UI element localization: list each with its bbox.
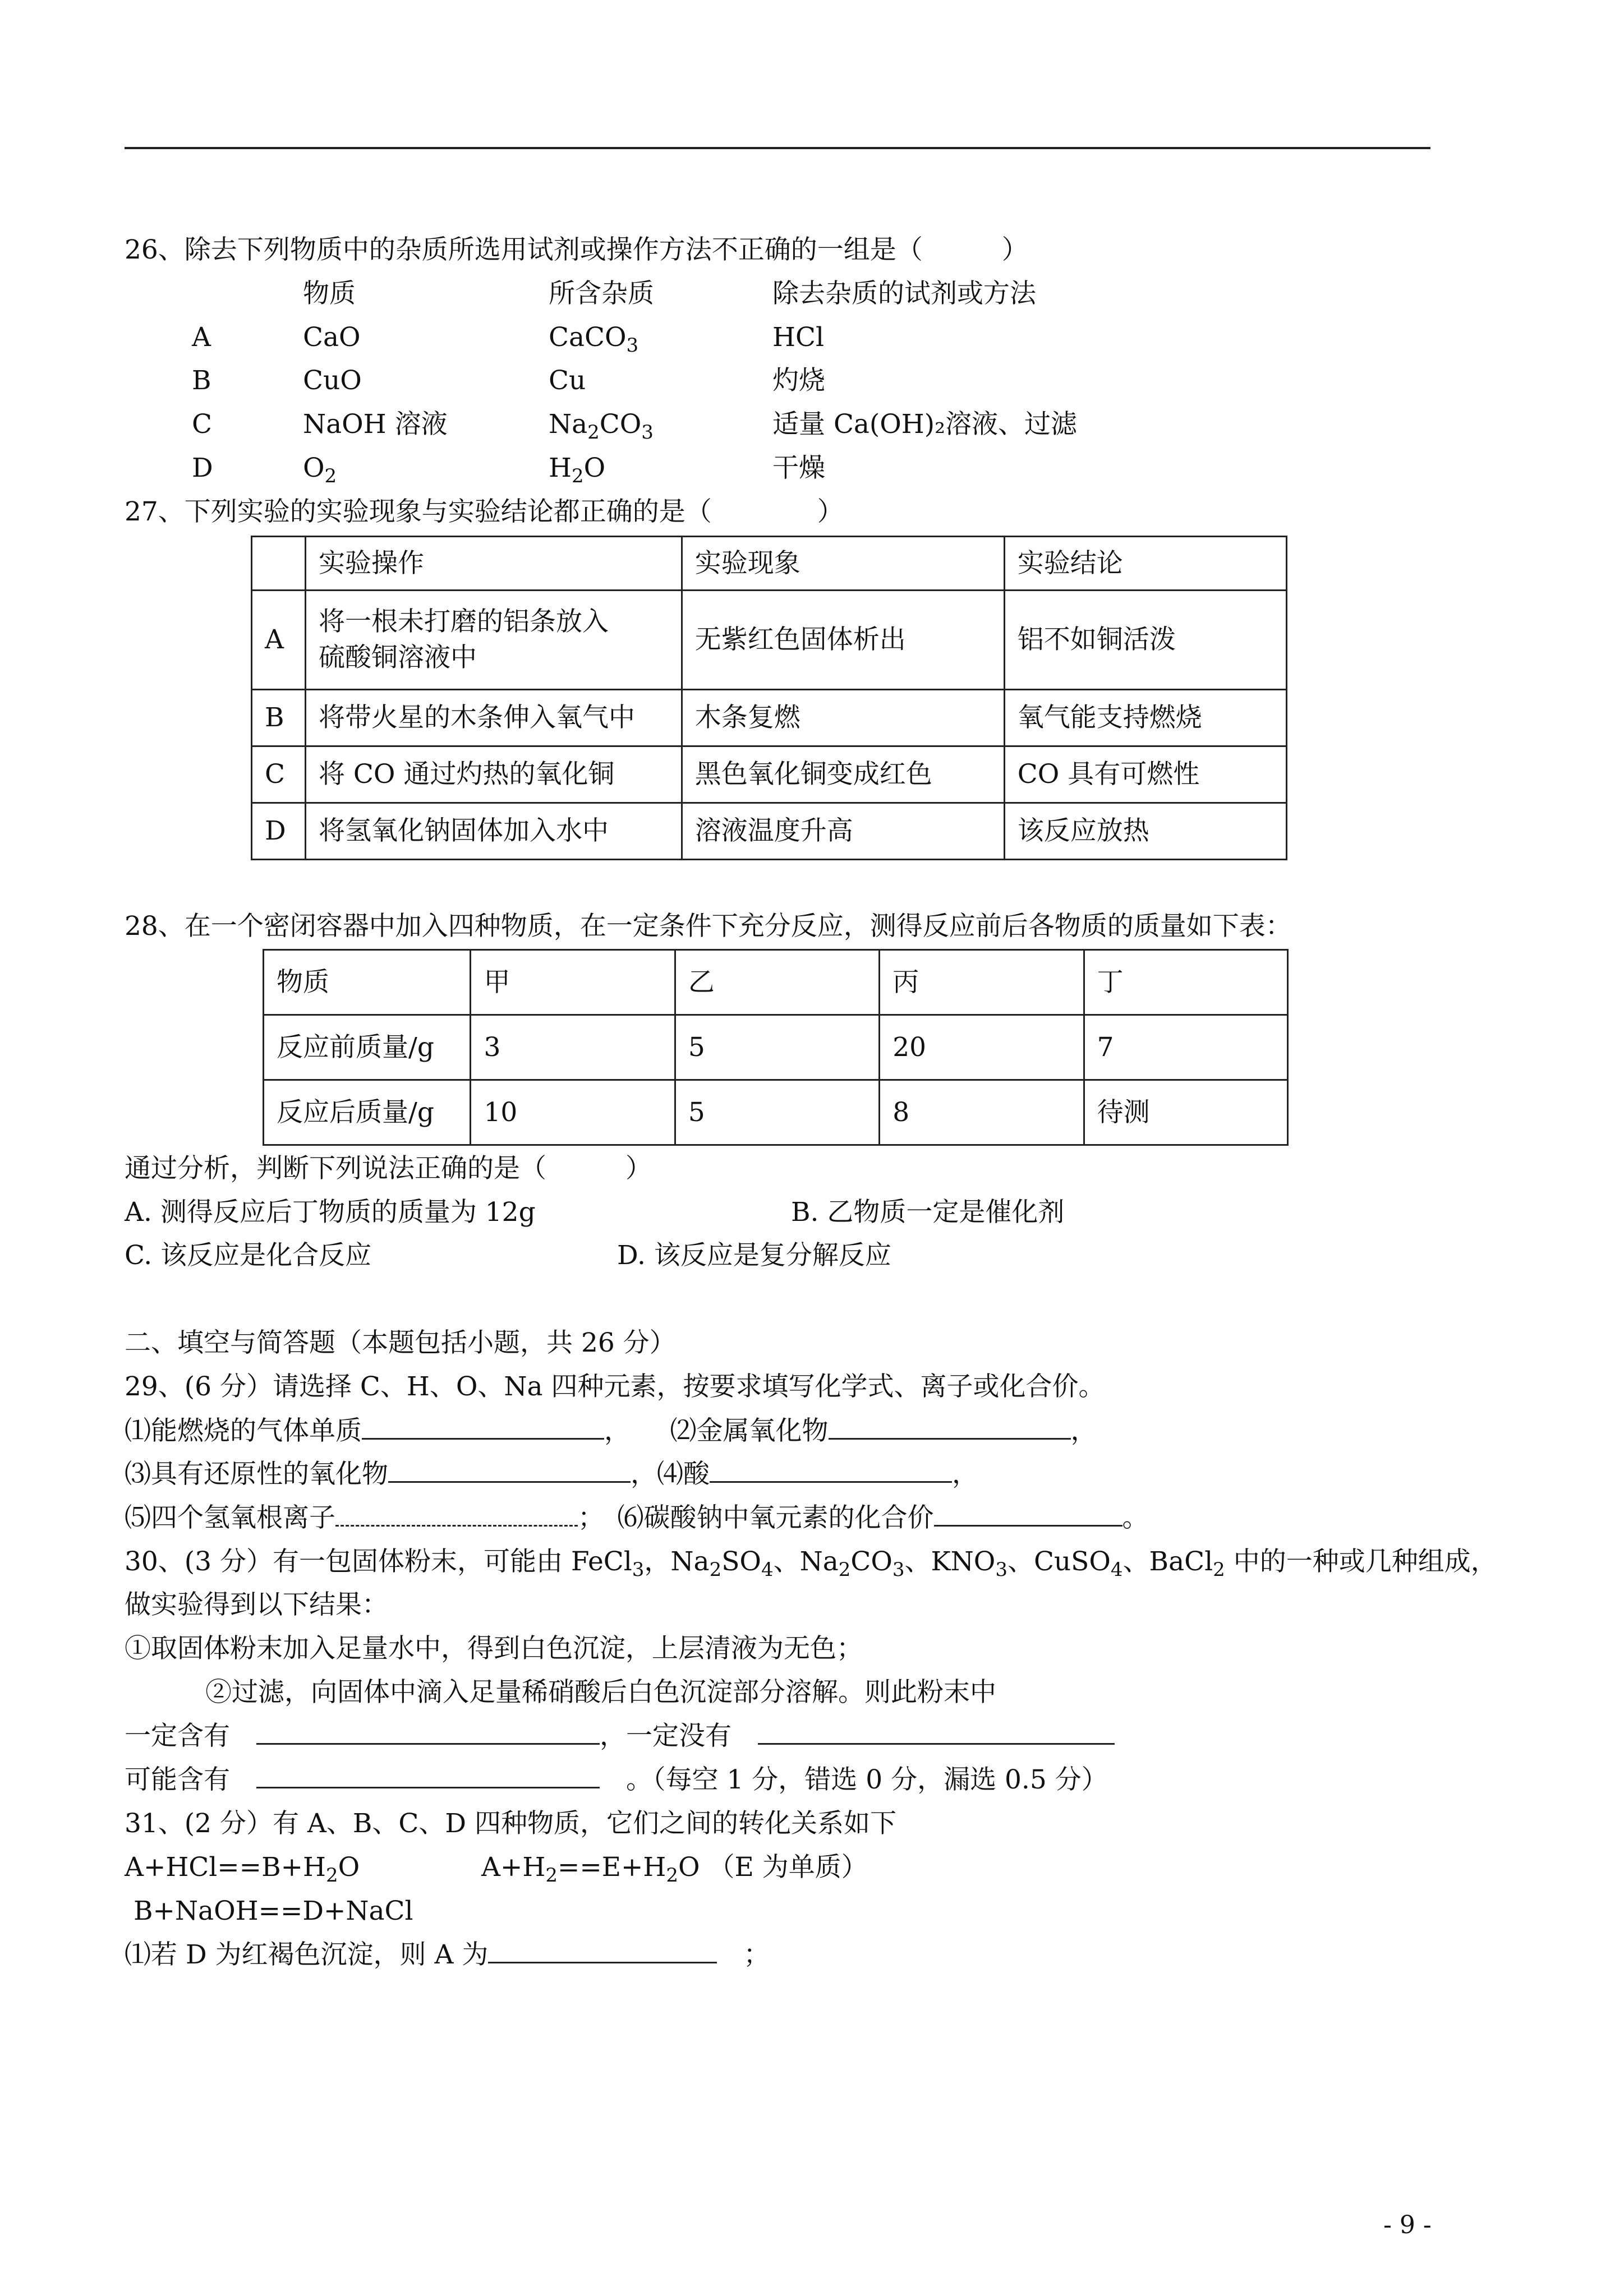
q31-stem: 31、(2 分）有 A、B、C、D 四种物质，它们之间的转化关系如下 <box>125 1808 896 1839</box>
q30-line-must: 一定含有 ，一定没有 <box>125 1718 1115 1754</box>
answer-blank[interactable] <box>335 1500 578 1527</box>
header-rule <box>125 147 1430 149</box>
table-cell: 待测 <box>1084 1080 1287 1145</box>
q26-row-b-substance: CuO <box>303 365 362 396</box>
table-row <box>252 803 1287 860</box>
table-cell: A <box>252 591 306 690</box>
q30-stem: 30、(3 分）有一包固体粉末，可能由 FeCl$_3$，$Na_2SO_4$、$Na_2CO_3$、$KNO_3$、CuSO$_4$、BaCl$_2$ 中的一种或几种组成， <box>125 1546 1497 1581</box>
table-cell: 丙 <box>880 950 1084 1015</box>
table-cell: 实验现象 <box>682 537 1004 591</box>
q26-row-a-label: A <box>192 322 211 353</box>
table-cell: 氧气能支持燃烧 <box>1004 690 1286 746</box>
table-cell: B <box>252 690 306 746</box>
answer-blank[interactable] <box>934 1500 1122 1527</box>
table-cell: 8 <box>880 1080 1084 1145</box>
table-cell: 20 <box>880 1015 1084 1080</box>
table-cell: 将一根未打磨的铝条放入 硫酸铜溶液中 <box>305 591 682 690</box>
answer-blank[interactable] <box>758 1718 1115 1745</box>
answer-blank[interactable] <box>362 1413 604 1440</box>
q30-step2: ②过滤，向固体中滴入足量稀硝酸后白色沉淀部分溶解。则此粉末中 <box>205 1677 996 1708</box>
q30-line-maybe: 可能含有 。（每空 1 分，错选 0 分，漏选 0.5 分） <box>125 1762 1108 1798</box>
q30-step1: ①取固体粉末加入足量水中，得到白色沉淀，上层清液为无色； <box>125 1633 863 1664</box>
q27-table <box>251 536 1287 860</box>
table-cell: 物质 <box>264 950 471 1015</box>
q26-row-c-method: 适量 Ca(OH)₂溶液、过滤 <box>772 409 1077 440</box>
q26-row-c-label: C <box>192 409 212 440</box>
q26-row-c-impurity: $Na_2CO_3$ <box>549 409 654 444</box>
table-cell: 实验结论 <box>1004 537 1286 591</box>
q31-part1: ⑴若 D 为红褐色沉淀，则 A 为 ； <box>125 1937 770 1973</box>
answer-blank[interactable] <box>256 1762 600 1788</box>
table-row <box>264 1080 1288 1145</box>
q28-option-b: B. 乙物质一定是催化剂 <box>791 1197 1065 1228</box>
table-cell: 乙 <box>675 950 879 1015</box>
table-cell: 溶液温度升高 <box>682 803 1004 860</box>
table-row <box>264 1015 1288 1080</box>
q26-row-b-label: B <box>192 365 211 396</box>
table-cell: 铝不如铜活泼 <box>1004 591 1286 690</box>
q26-header-impurity: 所含杂质 <box>549 278 654 309</box>
table-cell: 该反应放热 <box>1004 803 1286 860</box>
table-cell: D <box>252 803 306 860</box>
table-cell: 5 <box>675 1015 879 1080</box>
table-row <box>264 950 1288 1015</box>
table-cell: 将 CO 通过灼热的氧化铜 <box>305 746 682 803</box>
q26-row-d-label: D <box>192 453 213 483</box>
table-cell: 将氢氧化钠固体加入水中 <box>305 803 682 860</box>
q26-row-b-method: 灼烧 <box>772 365 825 396</box>
q29-line1: ⑴能燃烧的气体单质 ， ⑵金属氧化物 ， <box>125 1413 1097 1449</box>
table-cell: C <box>252 746 306 803</box>
q29-line2: ⑶具有还原性的氧化物 ，⑷酸 ， <box>125 1456 978 1492</box>
answer-blank[interactable] <box>829 1413 1071 1440</box>
q26-row-d-substance: $O_2$ <box>303 453 337 487</box>
q29-stem: 29、(6 分）请选择 C、H、O、Na 四种元素，按要求填写化学式、离子或化合价。 <box>125 1371 1105 1402</box>
table-cell: 7 <box>1084 1015 1287 1080</box>
q26-header-method: 除去杂质的试剂或方法 <box>772 278 1036 309</box>
table-cell: 实验操作 <box>305 537 682 591</box>
table-cell: 反应后质量/g <box>264 1080 471 1145</box>
page-number: - 9 - <box>1383 2211 1432 2239</box>
table-cell: 无紫红色固体析出 <box>682 591 1004 690</box>
table-cell: 黑色氧化铜变成红色 <box>682 746 1004 803</box>
table-cell: 反应前质量/g <box>264 1015 471 1080</box>
table-row <box>252 746 1287 803</box>
q28-stem: 28、在一个密闭容器中加入四种物质，在一定条件下充分反应，测得反应前后各物质的质量如下表： <box>125 911 1292 942</box>
q26-row-c-substance: NaOH 溶液 <box>303 409 448 440</box>
q29-line3: ⑸四个氢氧根离子 ； ⑹碳酸钠中氧元素的化合价 。 <box>125 1500 1149 1536</box>
q26-row-d-impurity: $H_2O$ <box>549 453 606 487</box>
table-cell <box>252 537 306 591</box>
q26-row-b-impurity: Cu <box>549 365 586 396</box>
table-row <box>252 591 1287 690</box>
answer-blank[interactable] <box>388 1456 631 1483</box>
q27-stem: 27、下列实验的实验现象与实验结论都正确的是（ ） <box>125 496 844 527</box>
q26-row-a-impurity: CaCO$_3$ <box>549 322 639 357</box>
q26-row-d-method: 干燥 <box>772 453 825 483</box>
q26-row-a-method: HCl <box>772 322 824 353</box>
table-cell: 10 <box>471 1080 675 1145</box>
q26-header-substance: 物质 <box>303 278 356 309</box>
q26-row-a-substance: CaO <box>303 322 361 353</box>
q30-line2: 做实验得到以下结果： <box>125 1589 388 1620</box>
answer-blank[interactable] <box>256 1718 600 1745</box>
answer-blank[interactable] <box>710 1456 952 1483</box>
q28-table <box>263 949 1289 1146</box>
q31-eq2: $A+H_2==E+H_2O$ （E 为单质） <box>481 1852 868 1887</box>
section-heading: 二、填空与简答题（本题包括小题，共 26 分） <box>125 1327 676 1358</box>
q28-option-d: D. 该反应是复分解反应 <box>617 1240 891 1271</box>
q28-option-a: A. 测得反应后丁物质的质量为 12g <box>125 1197 536 1228</box>
answer-blank[interactable] <box>488 1937 717 1963</box>
table-cell: 丁 <box>1084 950 1287 1015</box>
table-cell: 3 <box>471 1015 675 1080</box>
q31-eq3: B+NaOH==D+NaCl <box>134 1896 413 1926</box>
q28-option-c: C. 该反应是化合反应 <box>125 1240 372 1271</box>
table-row <box>252 690 1287 746</box>
q26-stem: 26、除去下列物质中的杂质所选用试剂或操作方法不正确的一组是（ ） <box>125 234 1028 265</box>
table-cell: 5 <box>675 1080 879 1145</box>
q31-eq1: $A+HCl==B+H_2O$ <box>125 1852 360 1887</box>
table-cell: 甲 <box>471 950 675 1015</box>
q28-question: 通过分析，判断下列说法正确的是（ ） <box>125 1153 652 1184</box>
table-cell: CO 具有可燃性 <box>1004 746 1286 803</box>
table-cell: 将带火星的木条伸入氧气中 <box>305 690 682 746</box>
table-row <box>252 537 1287 591</box>
table-cell: 木条复燃 <box>682 690 1004 746</box>
